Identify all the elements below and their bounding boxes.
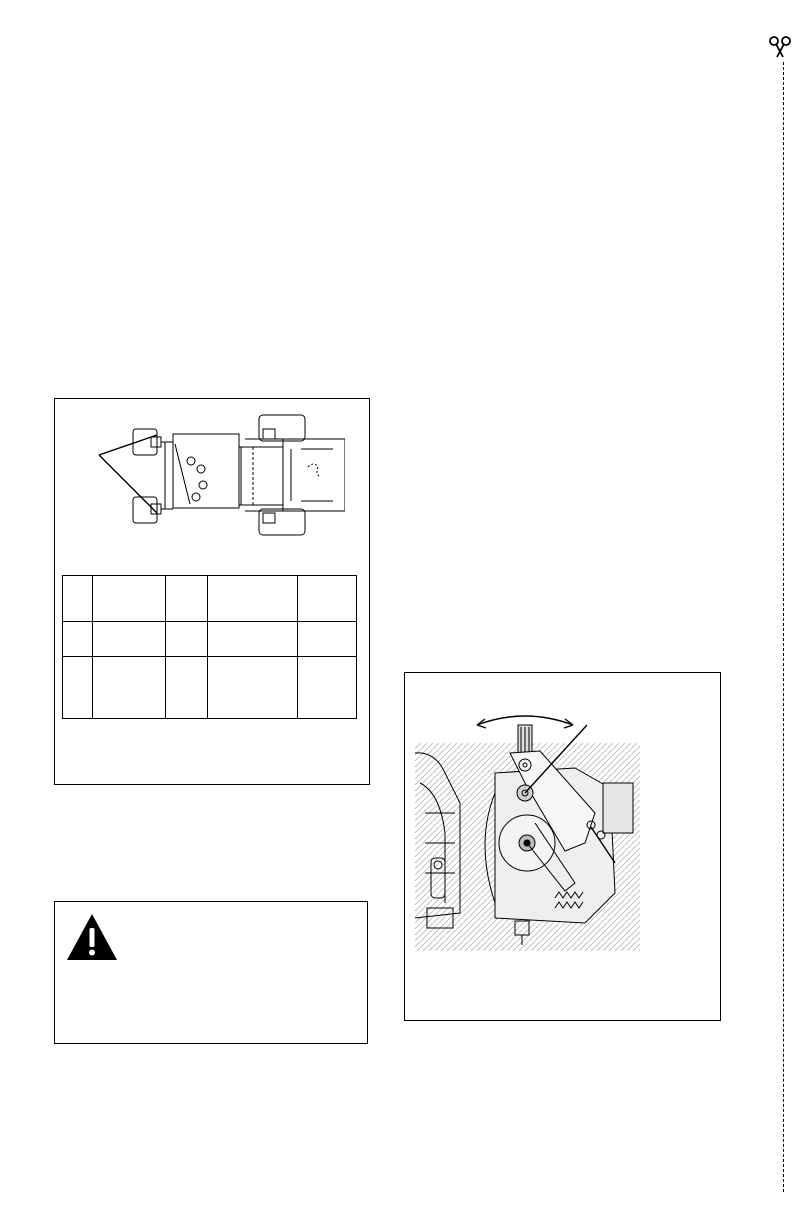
figure-caster-location [54, 398, 370, 785]
pump-lever-illustration [415, 713, 665, 951]
warning-box [54, 901, 368, 1044]
table-cell [93, 576, 166, 622]
cut-line [783, 62, 784, 1192]
table-cell [166, 622, 208, 656]
table-cell [298, 576, 357, 622]
figure-pump-lever [404, 672, 721, 1021]
table-cell [63, 622, 93, 656]
scissors-icon [768, 36, 792, 58]
table-cell [208, 576, 298, 622]
table-row [63, 656, 357, 718]
table-cell [298, 622, 357, 656]
table-cell [63, 656, 93, 718]
table-cell [93, 622, 166, 656]
table-cell [166, 656, 208, 718]
warning-triangle-icon [65, 912, 119, 962]
table-cell [63, 576, 93, 622]
table-cell [298, 656, 357, 718]
table-cell [166, 576, 208, 622]
table-row [63, 576, 357, 622]
table-cell [208, 622, 298, 656]
table-cell [93, 656, 166, 718]
mower-top-view-diagram [95, 409, 345, 537]
table-cell [208, 656, 298, 718]
spec-table [62, 575, 357, 719]
table-row [63, 622, 357, 656]
